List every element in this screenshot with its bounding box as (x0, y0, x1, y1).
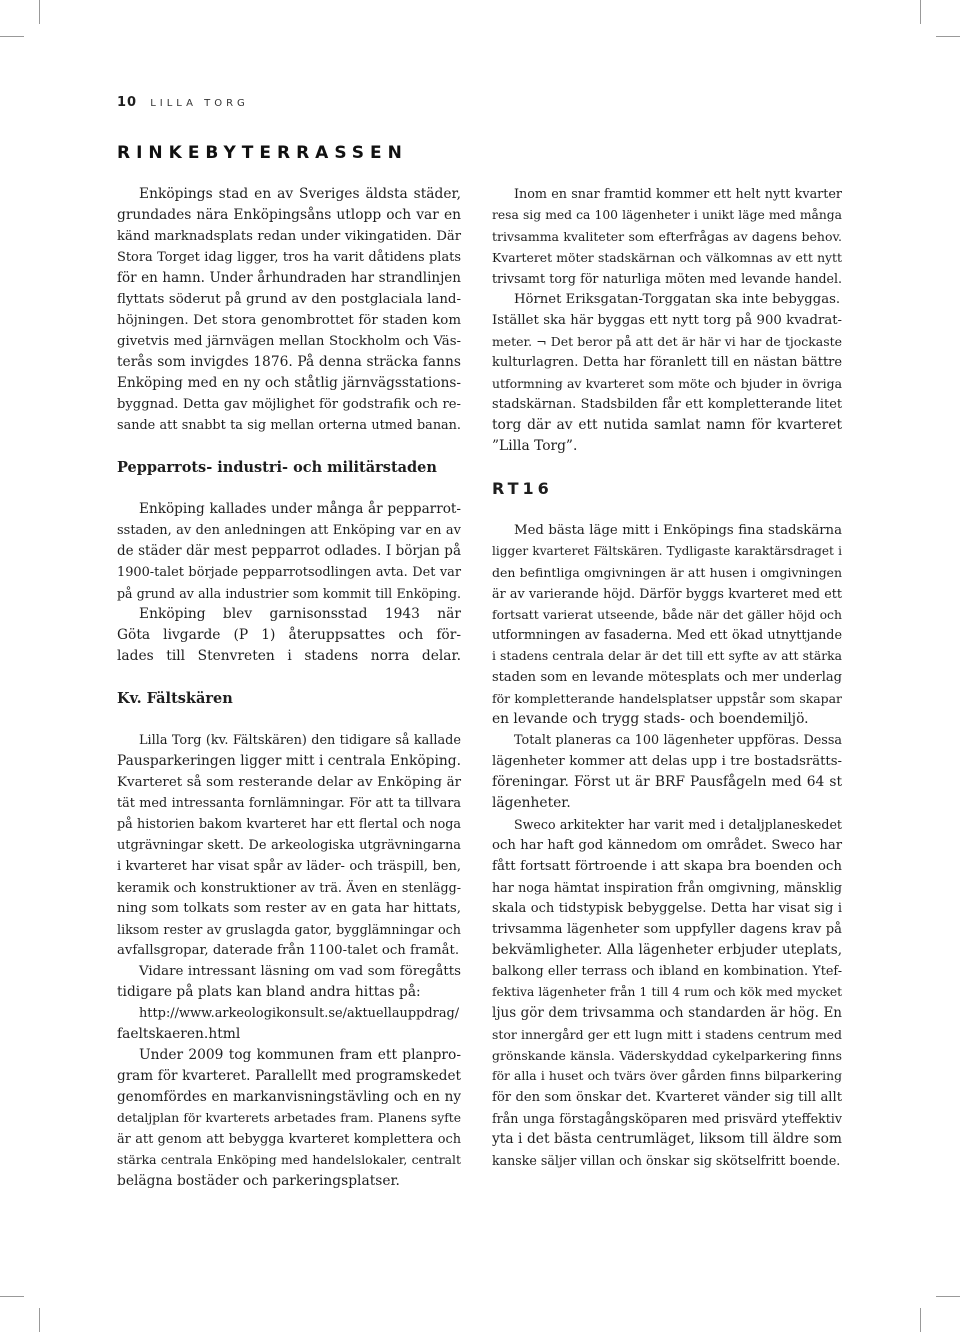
text-line: trivsamt torg för naturliga möten med levande handel. (492, 271, 842, 286)
text-line: på historien bakom kvarteret har ett flertal och noga (117, 817, 461, 832)
right-column (492, 184, 842, 1171)
text-line: grönskande känsla. Väderskyddad cykelparkering finns (492, 1048, 842, 1063)
text-line: meter. ¬ Det beror på att det är här vi har de tjockaste (492, 334, 842, 349)
crop-mark (39, 0, 40, 24)
text-line: torg där av ett nutida samlat namn för kvarteret (492, 417, 842, 433)
text-line: byggnad. Detta gav möjlighet för godstrafik och re- (117, 397, 461, 412)
text-line: från unga förstagångsköparen med prisvärd yteffektiv (492, 1111, 842, 1126)
crop-mark (920, 1308, 921, 1332)
crop-mark (936, 36, 960, 37)
left-column (117, 184, 461, 1192)
section-heading: Kv. Fältskären (117, 690, 233, 707)
text-line: Enköpings stad en av Sveriges äldsta städer, (139, 186, 461, 202)
intro-paragraph (492, 184, 842, 457)
text-line: höjningen. Det stora genombrottet för staden kom (117, 313, 461, 328)
text-line: den befintliga omgivningen är att husen i omgivningen (492, 565, 842, 580)
text-line: lägenheter kommer att delas upp i tre bostadsrätts- (492, 754, 842, 769)
text-line: Inom en snar framtid kommer ett helt nytt kvarter (514, 187, 842, 202)
text-line: fortsatt varierat utseende, både när det gäller höjd och (492, 607, 842, 622)
text-line: kanske säljer villan och önskar sig skötselfritt boende. (492, 1153, 841, 1168)
section-name: LILLA TORG (150, 98, 249, 109)
running-header (117, 91, 249, 110)
body-paragraph (492, 520, 842, 1171)
text-line: i kvarteret har visat spår av läder- och träspill, ben, (117, 859, 461, 874)
reference-link[interactable]: http://www.arkeologikonsult.se/aktuellauppdrag/ (139, 1006, 460, 1021)
text-line: sande att snabbt ta sig mellan orterna utmed banan. (117, 418, 461, 433)
section-heading: Pepparrots- industri- och militärstaden (117, 459, 437, 476)
text-line: Vidare intressant läsning om vad som föregåtts (139, 964, 461, 979)
text-line: Göta livgarde (P 1) återuppsattes och för- (117, 627, 461, 643)
text-line: Sweco arkitekter har varit med i detaljplaneskedet (514, 817, 842, 832)
text-line: genomfördes en markanvisningstävling och en ny (117, 1089, 461, 1105)
text-line: Kvarteret så som resterande delar av Enköping är (117, 775, 461, 790)
text-line: är att genom att bebygga kvarteret komplettera och (117, 1132, 461, 1147)
text-line: tidigare på plats kan bland andra hittas på: (117, 984, 421, 1000)
text-line: i stadens centrala delar är det till ett syfte av att stärka (492, 649, 842, 663)
section-heading: RT16 (492, 479, 553, 498)
text-line: för en hamn. Under århundraden har strandlinjen (117, 270, 461, 286)
text-line: trivsamma lägenheter som uppfyller dagens krav på (492, 922, 842, 937)
text-line: Enköping blev garnisonsstad 1943 när (139, 606, 461, 622)
text-line: en levande och trygg stads- och boendemiljö. (492, 711, 809, 727)
text-line: för alla i huset och tvärs över gården finns bilparkering (492, 1069, 842, 1083)
text-line: för kompletterande handelsplatser uppstår som skapar (492, 691, 842, 706)
text-line: stadskärnan. Stadsbilden får ett kompletterande litet (492, 397, 842, 412)
text-line: liksom rester av gruslagda gator, bygglämningar och (117, 922, 461, 937)
text-line: ljus gör dem trivsamma och standarden är hög. En (492, 1005, 842, 1021)
text-line: är av varierande höjd. Därför byggs kvarteret med ett (492, 586, 842, 601)
text-line: Med bästa läge mitt i Enköpings fina stadskärna (514, 523, 842, 538)
text-line: resa sig med ca 100 lägenheter i unikt läge med många (492, 208, 842, 222)
text-line: utformningen av fasaderna. Med ett ökad utnyttjande (492, 628, 842, 643)
crop-mark (936, 1296, 960, 1297)
text-line: detaljplan för kvarterets arbetades fram. Planens syfte (117, 1111, 461, 1125)
text-line: Under 2009 tog kommunen fram ett planpro- (139, 1047, 461, 1063)
text-line: utformning av kvarteret som möte och bjuder in övriga (492, 376, 842, 391)
text-line: har noga hämtat inspiration från omgivning, mänsklig (492, 880, 842, 895)
text-line: tät med intressanta fornlämningar. För att ta tillvara (117, 796, 461, 811)
text-line: staden som en levande mötesplats och mer underlag (492, 670, 842, 685)
intro-paragraph (117, 184, 461, 436)
text-line: gram för kvarteret. Parallellt med programskedet (117, 1068, 461, 1084)
text-line: utgrävningar skett. De arkeologiska utgrävningarna (117, 838, 461, 853)
text-line: kulturlagren. Detta har föranlett till en nästan bättre (492, 355, 842, 370)
body-paragraph (117, 730, 461, 1192)
text-line: skala och tidstypisk bebyggelse. Detta har visat sig i (492, 901, 842, 916)
text-line: Stora Torget idag ligger, tros ha varit dåtidens plats (117, 250, 461, 265)
crop-mark (39, 1308, 40, 1332)
text-line: fått fortsatt förtroende i att skapa bra boenden och (492, 859, 842, 874)
text-line: stärka centrala Enköping med handelslokaler, centralt (117, 1153, 461, 1167)
text-line: Enköping med en ny och ståtlig järnvägsstations- (117, 375, 461, 391)
page-number: 10 (117, 95, 138, 110)
text-line: avfallsgropar, daterade från 1100-talet och framåt. (117, 943, 460, 958)
text-line: 1900-talet började pepparrotsodlingen avta. Det var (117, 565, 461, 580)
crop-mark (0, 36, 24, 37)
body-paragraph (117, 499, 461, 667)
text-line: Lilla Torg (kv. Fältskären) den tidigare så kallade (139, 733, 461, 748)
crop-mark (0, 1296, 24, 1297)
text-line: givetvis med järnvägen mellan Stockholm och Väs- (117, 334, 461, 349)
text-line: flyttats söderut på grund av den postglaciala land- (117, 292, 461, 307)
text-line: Enköping kallades under många år pepparrot- (139, 501, 461, 517)
text-line: sstaden, av den anledningen att Enköping var en av (117, 523, 461, 538)
crop-mark (920, 0, 921, 24)
text-line: bekvämligheter. Alla lägenheter erbjuder uteplats, (492, 942, 842, 958)
text-line: trivsamma kvaliteter som efterfrågas av dagens behov. (492, 229, 842, 244)
text-line: yta i det bästa centrumläget, liksom till äldre som (492, 1131, 842, 1147)
text-line: keramik och konstruktioner av trä. Även en stenlägg- (117, 880, 461, 895)
text-line: och har haft god kännedom om området. Sweco har (492, 838, 842, 853)
text-line: Istället ska här byggas ett nytt torg på 900 kvadrat- (492, 313, 842, 328)
text-line: Totalt planeras ca 100 lägenheter uppföras. Dessa (514, 733, 842, 748)
text-line: fektiva lägenheter från 1 till 4 rum och kök med mycket (492, 985, 842, 999)
text-line: lägenheter. (492, 795, 571, 811)
text-line: Pausparkeringen ligger mitt i centrala Enköping. (117, 753, 461, 769)
text-line: balkong eller terrass och ibland en kombination. Ytef- (492, 964, 842, 979)
page-title: RINKEBYTERRASSEN (117, 143, 408, 163)
text-line: ”Lilla Torg”. (492, 438, 578, 454)
text-line: känd marknadsplats redan under vikingatiden. Där (117, 229, 461, 244)
text-line: på grund av alla industrier som kommit till Enköping. (117, 586, 461, 601)
text-line: föreningar. Först ut är BRF Pausfågeln med 64 st (492, 774, 842, 790)
reference-link[interactable]: faeltskaeren.html (117, 1026, 241, 1042)
text-line: stor innergård ger ett lugn mitt i stadens centrum med (492, 1027, 842, 1042)
text-line: terås som invigdes 1876. På denna sträcka fanns (117, 354, 461, 370)
text-line: Kvarteret möter stadskärnan och välkomnas av ett nytt (492, 250, 842, 265)
text-line: Hörnet Eriksgatan-Torggatan ska inte bebyggas. (514, 292, 841, 307)
text-line: lades till Stenvreten i stadens norra delar. (117, 648, 461, 664)
text-line: ning som tolkats som rester av en gata har hittats, (117, 901, 461, 916)
text-line: ligger kvarteret Fältskären. Tydligaste karaktärsdraget i (492, 544, 842, 558)
text-line: de städer där mest pepparrot odlades. I början på (117, 543, 461, 559)
text-line: belägna bostäder och parkeringsplatser. (117, 1173, 400, 1189)
text-line: grundades nära Enköpingsåns utlopp och var en (117, 207, 461, 223)
text-line: för den som önskar det. Kvarteret vänder sig till allt (492, 1090, 842, 1105)
